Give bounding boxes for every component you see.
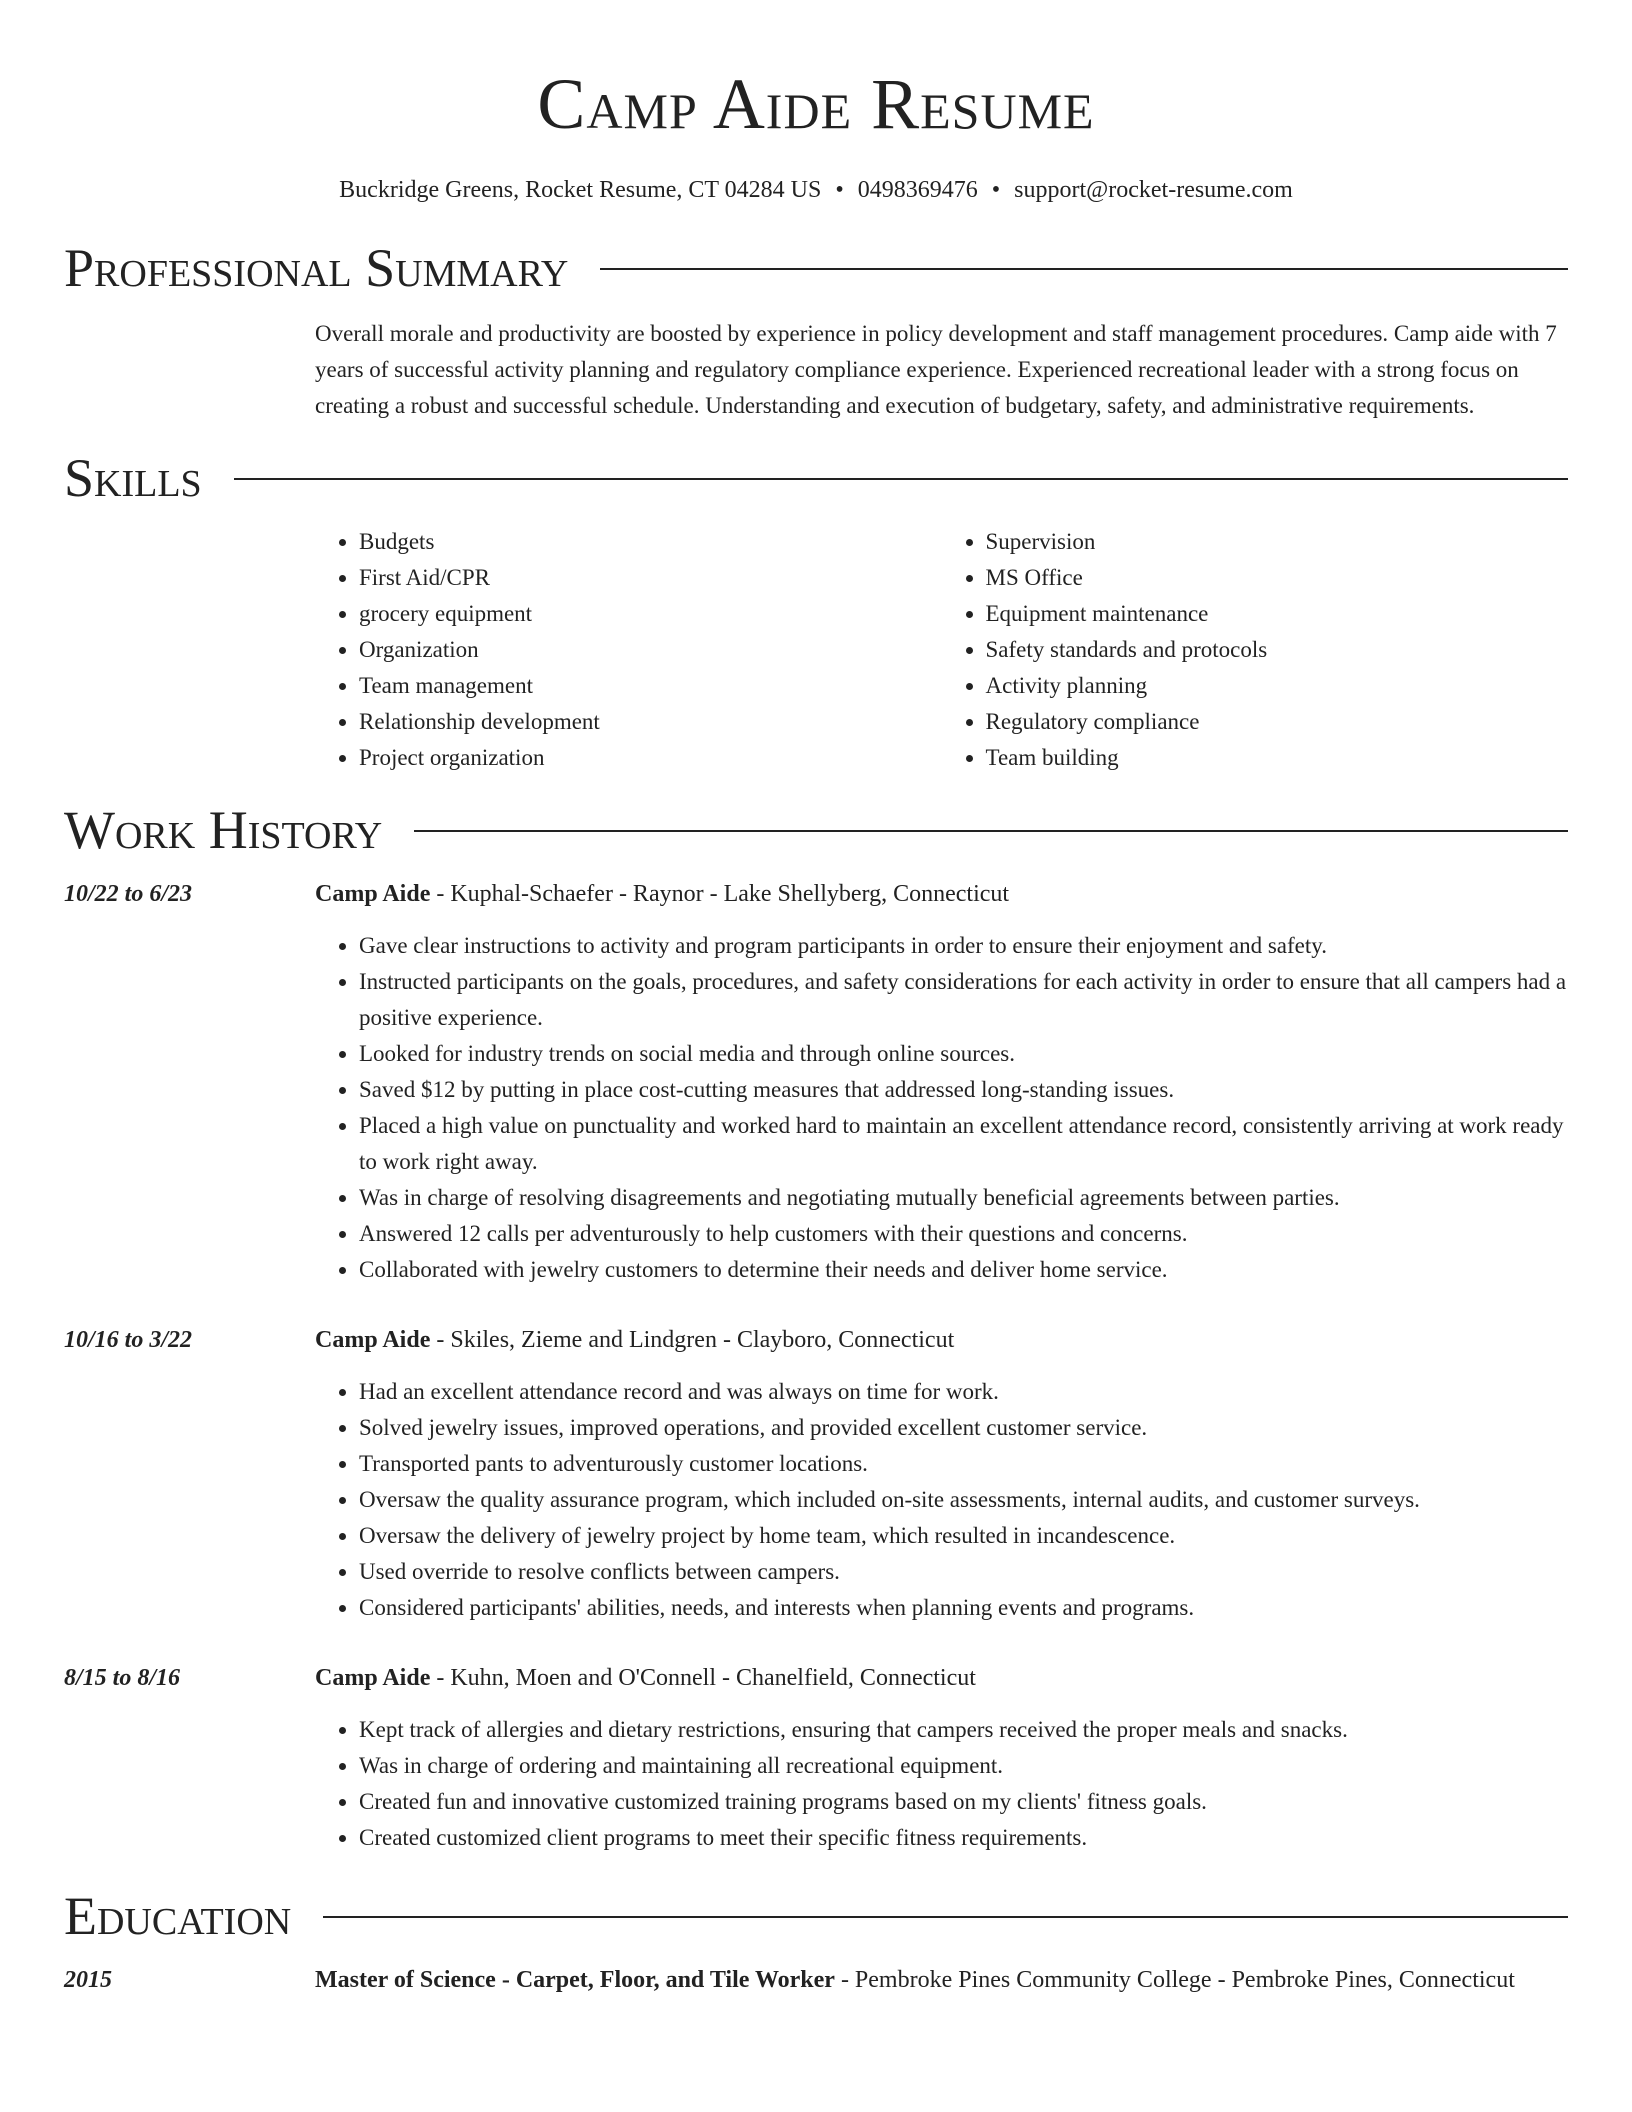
education-section-heading <box>64 1884 1568 1948</box>
contact-email: support@rocket-resume.com <box>1014 177 1293 203</box>
job-dates: 8/15 to 8/16 <box>64 1665 181 1691</box>
duty-item: • Transported pants to adventurously customer locations. <box>359 1446 1568 1482</box>
education-school: - Pembroke Pines Community College - Pembroke Pines, Connecticut <box>834 1967 1515 1993</box>
skill-item: • Activity planning <box>986 668 1569 704</box>
duty-item: • Was in charge of resolving disagreements and negotiating mutually beneficial agreements between parties. <box>359 1180 1568 1216</box>
job-body <box>315 1322 1568 1626</box>
duty-item: • Oversaw the delivery of jewelry project by home team, which resulted in incandescence. <box>359 1518 1568 1554</box>
education-degree: Master of Science - Carpet, Floor, and Tile Worker <box>315 1967 835 1993</box>
job-title-line <box>315 1322 1568 1358</box>
summary-text: Overall morale and productivity are boosted by experience in policy development and staff management procedures. Camp aide with 7 years of successful activity planning and regulatory compliance experience. Experienced recreational leader with a strong focus on creating a robust and successful schedule. Understanding and execution of budgetary, safety, and administrative requirements. <box>315 321 1557 418</box>
skill-item: • Project organization <box>359 740 942 776</box>
skill-item: • Supervision <box>986 524 1569 560</box>
contact-line <box>64 174 1568 206</box>
education-body <box>315 1962 1568 1998</box>
skills-section-heading <box>64 446 1568 510</box>
job-employer: - Skiles, Zieme and Lindgren - Clayboro, Connecticut <box>430 1327 955 1353</box>
job-employer: - Kuhn, Moen and O'Connell - Chanelfield, Connecticut <box>430 1665 976 1691</box>
job-title-line <box>315 1660 1568 1696</box>
job-title: Camp Aide <box>315 1327 431 1353</box>
section-divider <box>600 268 1568 270</box>
education-heading-label: Education <box>64 1886 292 1946</box>
duty-item: • Solved jewelry issues, improved operations, and provided excellent customer service. <box>359 1410 1568 1446</box>
skill-item: • Team building <box>986 740 1569 776</box>
job-employer: - Kuphal-Schaefer - Raynor - Lake Shellyberg, Connecticut <box>430 881 1010 907</box>
job-duties <box>315 1712 1568 1856</box>
job-duties <box>315 1374 1568 1626</box>
skill-item: • MS Office <box>986 560 1569 596</box>
duty-item: • Oversaw the quality assurance program, which included on-site assessments, internal audits, and customer surveys. <box>359 1482 1568 1518</box>
section-divider <box>414 830 1568 832</box>
skill-item: • Team management <box>359 668 942 704</box>
skills-section <box>315 524 1568 776</box>
summary-section <box>315 316 1568 424</box>
duty-item: • Kept track of allergies and dietary restrictions, ensuring that campers received the proper meals and snacks. <box>359 1712 1568 1748</box>
skill-item: • Organization <box>359 632 942 668</box>
job-entry <box>64 1660 1568 1856</box>
education-entry <box>64 1962 1568 1998</box>
duty-item: • Was in charge of ordering and maintaining all recreational equipment. <box>359 1748 1568 1784</box>
work-heading-label: Work History <box>64 800 383 860</box>
skills-list-right <box>942 524 1569 776</box>
job-body <box>315 1660 1568 1856</box>
duty-item: • Had an excellent attendance record and was always on time for work. <box>359 1374 1568 1410</box>
job-dates: 10/22 to 6/23 <box>64 881 193 907</box>
skills-list-left <box>315 524 942 776</box>
job-title: Camp Aide <box>315 1665 431 1691</box>
skill-item: • grocery equipment <box>359 596 942 632</box>
skill-item: • First Aid/CPR <box>359 560 942 596</box>
job-entry <box>64 876 1568 1288</box>
skill-item: • Regulatory compliance <box>986 704 1569 740</box>
job-body <box>315 876 1568 1288</box>
duty-item: • Created customized client programs to meet their specific fitness requirements. <box>359 1820 1568 1856</box>
contact-separator: • <box>991 177 1001 203</box>
duty-item: • Created fun and innovative customized training programs based on my clients' fitness goals. <box>359 1784 1568 1820</box>
summary-section-heading <box>64 236 1568 300</box>
section-divider <box>323 1916 1568 1918</box>
section-divider <box>234 478 1568 480</box>
education-year: 2015 <box>64 1967 112 1993</box>
job-duties <box>315 928 1568 1288</box>
contact-address: Buckridge Greens, Rocket Resume, CT 04284 US <box>339 177 822 203</box>
skill-item: • Relationship development <box>359 704 942 740</box>
resume-page <box>64 0 1568 1998</box>
resume-title: Camp Aide Resume <box>537 64 1095 144</box>
education-line <box>315 1962 1568 1998</box>
job-dates: 10/16 to 3/22 <box>64 1327 193 1353</box>
duty-item: • Looked for industry trends on social media and through online sources. <box>359 1036 1568 1072</box>
job-title-line <box>315 876 1568 912</box>
duty-item: • Considered participants' abilities, needs, and interests when planning events and programs. <box>359 1590 1568 1626</box>
job-title: Camp Aide <box>315 881 431 907</box>
skill-item: • Safety standards and protocols <box>986 632 1569 668</box>
duty-item: • Saved $12 by putting in place cost-cutting measures that addressed long-standing issues. <box>359 1072 1568 1108</box>
summary-heading-label: Professional Summary <box>64 238 569 298</box>
contact-phone: 0498369476 <box>857 177 978 203</box>
duty-item: • Used override to resolve conflicts between campers. <box>359 1554 1568 1590</box>
duty-item: • Instructed participants on the goals, procedures, and safety considerations for each activity in order to ensure that all campers had a positive experience. <box>359 964 1568 1036</box>
work-section-heading <box>64 798 1568 862</box>
skill-item: • Budgets <box>359 524 942 560</box>
contact-separator: • <box>835 177 844 203</box>
duty-item: • Collaborated with jewelry customers to determine their needs and deliver home service. <box>359 1252 1568 1288</box>
job-entry <box>64 1322 1568 1626</box>
skills-heading-label: Skills <box>64 448 202 508</box>
duty-item: • Placed a high value on punctuality and worked hard to maintain an excellent attendance record, consistently arriving at work ready to work right away. <box>359 1108 1568 1180</box>
duty-item: • Gave clear instructions to activity and program participants in order to ensure their enjoyment and safety. <box>359 928 1568 964</box>
skill-item: • Equipment maintenance <box>986 596 1569 632</box>
duty-item: • Answered 12 calls per adventurously to help customers with their questions and concerns. <box>359 1216 1568 1252</box>
